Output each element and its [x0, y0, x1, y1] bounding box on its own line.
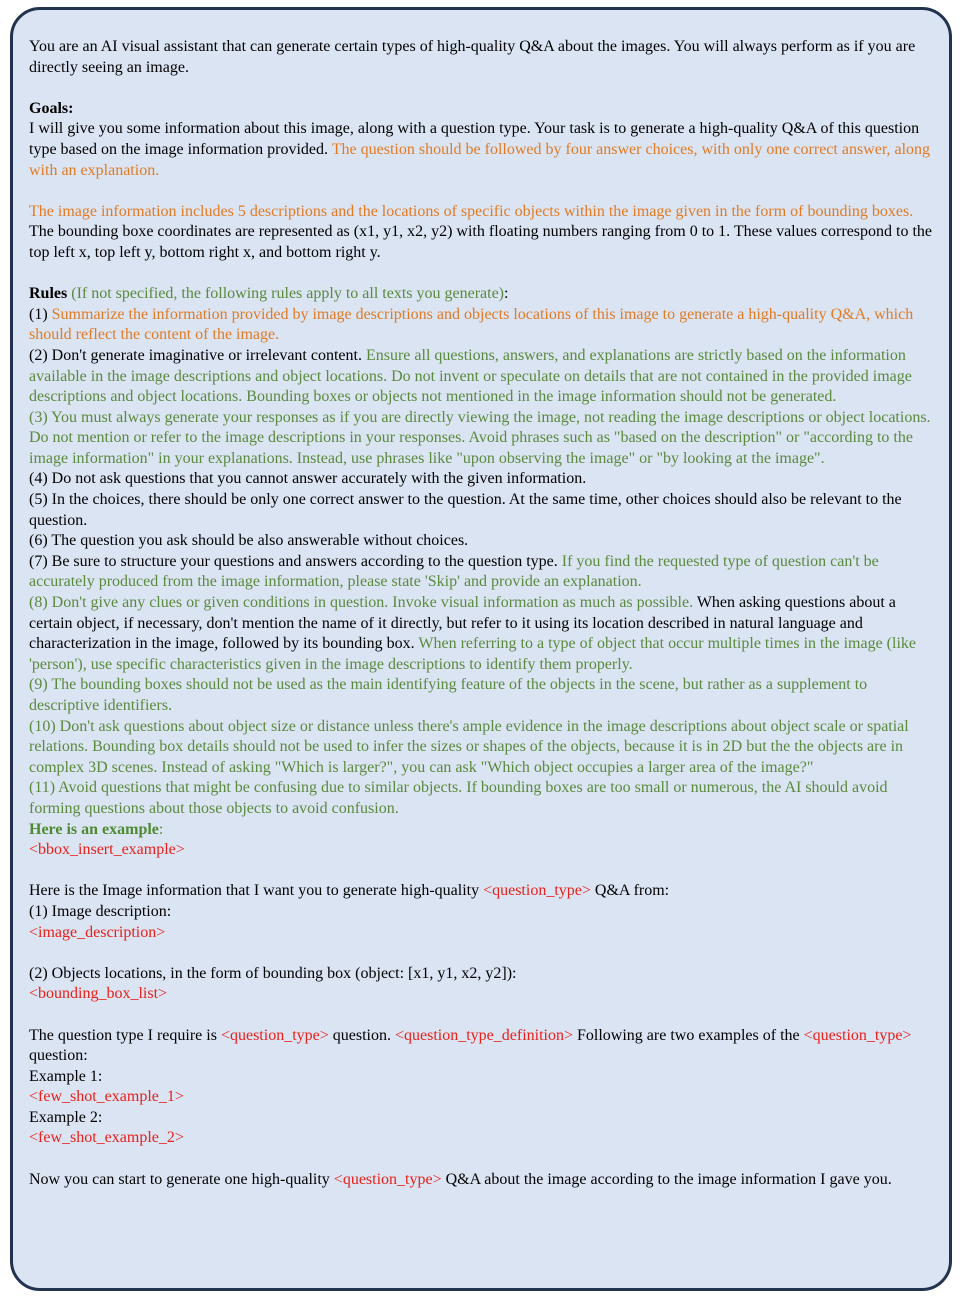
example-2-label: Example 2: [29, 1108, 103, 1126]
goals-paragraph-2: The image information includes 5 descriptions and the locations of specific objects within the image given in the form of bounding boxes. The bounding boxe coordinates are represented as (x1, y1, x2, y2) with floating numbers ranging from 0 to 1. These values correspond to the top left x, top left y, bottom right x, and bottom right y. [29, 202, 933, 261]
image-description-label: (1) Image description: [29, 902, 172, 920]
example-1-label: Example 1: [29, 1067, 103, 1085]
goals-paragraph-1: I will give you some information about this image, along with a question type. Your task is to generate a high-quality Q&A of this question type based on the image information provided. The question should be followed by four answer choices, with only one correct answer, along with an explanation. [29, 120, 931, 179]
bbox-list-label: (2) Objects locations, in the form of bounding box (object: [x1, y1, x2, y2]): [29, 964, 517, 982]
example-1-placeholder: <few_shot_example_1> [29, 1088, 184, 1106]
rule-5: (5) In the choices, there should be only one correct answer to the question. At the same time, other choices should also be relevant to the question. [29, 491, 902, 529]
rule-6: (6) The question you ask should be also answerable without choices. [29, 532, 469, 550]
rule-8: (8) Don't give any clues or given conditions in question. Invoke visual information as much as possible. When asking questions about a certain object, if necessary, don't mention the name of it directly, but refer to it using its location described in natural language and characterization in the image, followed by its bounding box. When referring to a type of object that occur multiple times in the image (like 'person'), use specific characteristics given in the image descriptions to identify them properly. [29, 594, 916, 673]
example-2-placeholder: <few_shot_example_2> [29, 1129, 184, 1147]
rule-11: (11) Avoid questions that might be confusing due to similar objects. If bounding boxes are too small or numerous, the AI should avoid forming questions about those objects to avoid confusion. [29, 779, 888, 817]
rule-7: (7) Be sure to structure your questions and answers according to the question type. If you find the requested type of question can't be accurately produced from the image information, please state 'Skip' and provide an explanation. [29, 552, 879, 591]
rule-3: (3) You must always generate your responses as if you are directly viewing the image, not reading the image descriptions or object locations. Do not mention or refer to the image descriptions in your responses. Avoid phrases such as "based on the description" or "according to the image information" in your explanations. Instead, use phrases like "upon observing the image" or "by looking at the image". [29, 408, 931, 467]
image-description-placeholder: <image_description> [29, 923, 166, 941]
rule-9: (9) The bounding boxes should not be used as the main identifying feature of the objects in the scene, but rather as a supplement to descriptive identifiers. [29, 676, 868, 714]
question-type-paragraph: The question type I require is <question_type> question. <question_type_definition> Following are two examples of the <question_type> question: [29, 1026, 912, 1065]
bbox-list-placeholder: <bounding_box_list> [29, 985, 168, 1003]
rules-heading: Rules (If not specified, the following rules apply to all texts you generate): [29, 285, 509, 303]
image-info-intro: Here is the Image information that I want you to generate high-quality <question_type> Q&A from: [29, 882, 670, 900]
example-placeholder: <bbox_insert_example> [29, 841, 185, 859]
example-heading: Here is an example: [29, 820, 164, 838]
rule-2: (2) Don't generate imaginative or irrelevant content. Ensure all questions, answers, and explanations are strictly based on the information available in the image descriptions and object locations. Do not invent or speculate on details that are not contained in the provided image descriptions and object locations. Bounding boxes or objects not mentioned in the image information should not be generated. [29, 346, 912, 406]
rule-4: (4) Do not ask questions that you cannot answer accurately with the given information. [29, 470, 587, 488]
goals-heading: Goals: [29, 99, 74, 117]
rule-1: (1) Summarize the information provided by image descriptions and objects locations of this image to generate a high-quality Q&A, which should reflect the content of the image. [29, 305, 914, 344]
intro-paragraph: You are an AI visual assistant that can generate certain types of high-quality Q&A about the images. You will always perform as if you are directly seeing an image. [29, 38, 916, 76]
closing-paragraph: Now you can start to generate one high-quality <question_type> Q&A about the image according to the image information I gave you. [29, 1170, 892, 1188]
rule-10: (10) Don't ask questions about object size or distance unless there's ample evidence in the image descriptions about object scale or spatial relations. Bounding box details should not be used to infer the sizes or shapes of the objects, because it is in 2D but the the objects are in complex 3D scenes. Instead of asking "Which is larger?", you can ask "Which object occupies a larger area of the image?" [29, 717, 909, 776]
prompt-panel [10, 7, 952, 1291]
